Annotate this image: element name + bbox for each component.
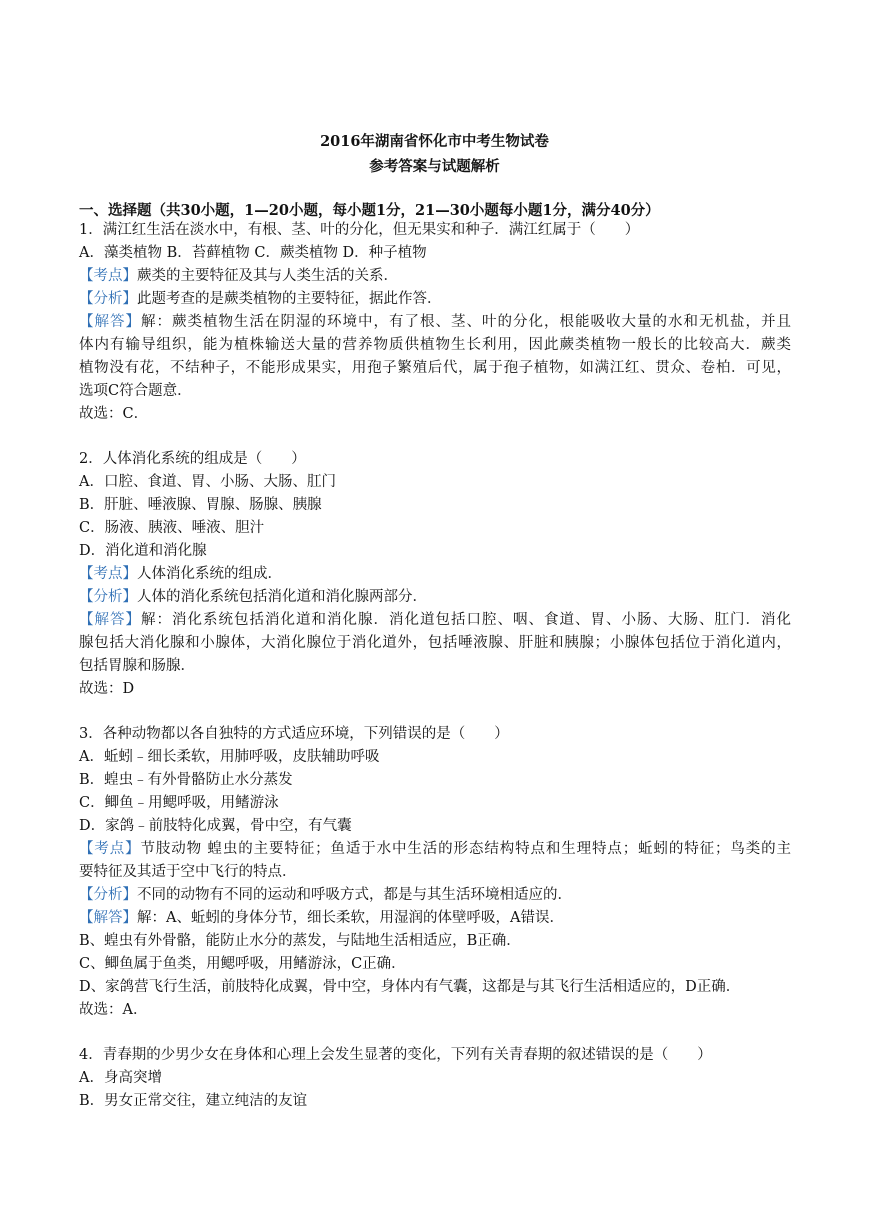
question-1-fenxi: [79, 289, 791, 309]
question-2-option-a: A．口腔、食道、胃、小肠、大肠、肛门: [79, 474, 336, 490]
kaodian-text: 节肢动物 蝗虫的主要特征；鱼适于水中生活的形态结构特点和生理特点；蚯蚓的特征；鸟类的主: [140, 841, 791, 857]
fenxi-text: 人体的消化系统包括消化道和消化腺两部分．: [137, 589, 427, 605]
jieda-text: 解：A、蚯蚓的身体分节，细长柔软，用湿润的体壁呼吸，A错误．: [137, 910, 564, 926]
question-1-answer: 故选：C．: [79, 406, 149, 422]
document-subtitle: 参考答案与试题解析: [369, 158, 500, 175]
question-1-options: A．藻类植物 B．苔藓植物 C．蕨类植物 D．种子植物: [79, 245, 427, 261]
jieda-text: 解：蕨类植物生活在阴湿的环境中，有了根、茎、叶的分化，根能吸收大量的水和无机盐，并且: [141, 314, 791, 330]
question-4-option-b: B．男女正常交往，建立纯洁的友谊: [79, 1093, 308, 1109]
question-3-stem: 3．各种动物都以各自独特的方式适应环境，下列错误的是（ ）: [79, 726, 509, 742]
jieda-tag: 【解答】: [79, 612, 141, 628]
question-4-stem: 4．青春期的少男少女在身体和心理上会发生显著的变化，下列有关青春期的叙述错误的是（ ）: [79, 1047, 712, 1063]
jieda-text-line: B、蝗虫有外骨骼，能防止水分的蒸发，与陆地生活相适应，B正确．: [79, 933, 521, 949]
section-heading: 一、选择题（共30小题，1—20小题，每小题1分，21—30小题每小题1分，满分40分）: [79, 202, 660, 219]
jieda-tag: 【解答】: [79, 314, 141, 330]
question-2-option-d: D．消化道和消化腺: [79, 543, 207, 559]
kaodian-text-line: 要特征及其适于空中飞行的特点．: [79, 864, 297, 880]
question-3-option-c: C．鲫鱼﹣用鳃呼吸，用鳍游泳: [79, 795, 279, 811]
fenxi-text: 此题考查的是蕨类植物的主要特征，据此作答．: [137, 291, 442, 307]
kaodian-text: 蕨类的主要特征及其与人类生活的关系．: [137, 268, 398, 284]
jieda-text-line: 植物没有花，不结种子，不能形成果实，用孢子繁殖后代，属于孢子植物，如满江红、贯众、卷柏．可见，: [79, 360, 791, 376]
jieda-text-line: D、家鸽营飞行生活，前肢特化成翼，骨中空，身体内有气囊，这都是与其飞行生活相适应的，D正确．: [79, 979, 741, 995]
kaodian-text: 人体消化系统的组成．: [137, 566, 282, 582]
question-2-stem: 2．人体消化系统的组成是（ ）: [79, 451, 306, 467]
question-1-jieda: [79, 312, 791, 332]
question-3-option-d: D．家鸽﹣前肢特化成翼，骨中空，有气囊: [79, 818, 352, 834]
question-2-option-c: C．肠液、胰液、唾液、胆汁: [79, 520, 265, 536]
document-title: 2016年湖南省怀化市中考生物试卷: [320, 133, 549, 150]
question-1-kaodian: [79, 266, 791, 286]
kaodian-tag: 【考点】: [79, 268, 137, 284]
question-3-option-b: B．蝗虫﹣有外骨骼防止水分蒸发: [79, 772, 293, 788]
question-2-fenxi: [79, 587, 791, 607]
kaodian-tag: 【考点】: [79, 841, 141, 857]
jieda-text-line: 体内有输导组织，能为植株输送大量的营养物质供植物生长利用，因此蕨类植物一般长的比较高大．蕨类: [79, 337, 791, 353]
question-4-option-a: A．身高突增: [79, 1070, 162, 1086]
jieda-text-line: 选项C符合题意．: [79, 383, 192, 399]
question-2-option-b: B．肝脏、唾液腺、胃腺、肠腺、胰腺: [79, 497, 322, 513]
question-2-kaodian: [79, 564, 791, 584]
question-3-option-a: A．蚯蚓﹣细长柔软，用肺呼吸，皮肤辅助呼吸: [79, 749, 380, 765]
question-3-kaodian: [79, 839, 791, 859]
jieda-tag: 【解答】: [79, 910, 137, 926]
kaodian-tag: 【考点】: [79, 566, 137, 582]
jieda-text-line: C、鲫鱼属于鱼类，用鳃呼吸，用鳍游泳，C正确．: [79, 956, 406, 972]
jieda-text-line: 腺包括大消化腺和小腺体，大消化腺位于消化道外，包括唾液腺、肝脏和胰腺；小腺体包括位于消化道内，: [79, 635, 791, 651]
question-1-stem: 1．满江红生活在淡水中，有根、茎、叶的分化，但无果实和种子．满江红属于（ ）: [79, 222, 640, 238]
jieda-text-line: 包括胃腺和肠腺．: [79, 658, 195, 674]
fenxi-tag: 【分析】: [79, 291, 137, 307]
question-2-jieda: [79, 610, 791, 630]
jieda-text: 解：消化系统包括消化道和消化腺．消化道包括口腔、咽、食道、胃、小肠、大肠、肛门．消化: [141, 612, 791, 628]
fenxi-text: 不同的动物有不同的运动和呼吸方式，都是与其生活环境相适应的．: [137, 887, 572, 903]
question-3-jieda: [79, 908, 791, 928]
fenxi-tag: 【分析】: [79, 887, 137, 903]
question-2-answer: 故选：D: [79, 681, 135, 697]
question-3-answer: 故选：A．: [79, 1002, 148, 1018]
fenxi-tag: 【分析】: [79, 589, 137, 605]
question-3-fenxi: [79, 885, 791, 905]
